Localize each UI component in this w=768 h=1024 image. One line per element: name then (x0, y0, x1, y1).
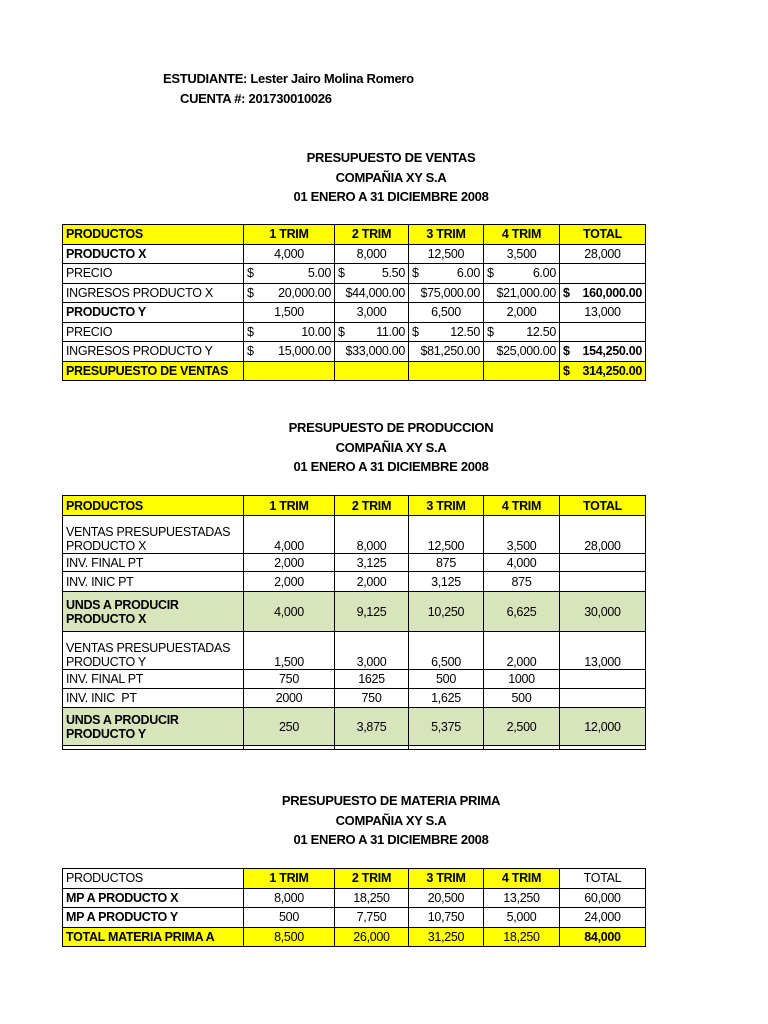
row-label: UNDS A PRODUCIR PRODUCTO X (63, 592, 244, 632)
sales-total-row (63, 361, 646, 381)
col-1-trim: 1 TRIM (244, 225, 335, 245)
col-2-trim: 2 TRIM (335, 496, 409, 516)
currency-symbol: $ (247, 285, 254, 300)
row-label: UNDS A PRODUCIR PRODUCTO Y (63, 708, 244, 746)
cell: $75,000.00 (409, 283, 484, 303)
cell: 4,000 (484, 554, 560, 572)
currency-symbol: $ (487, 266, 494, 281)
col-2-trim: 2 TRIM (335, 869, 409, 889)
row-label: VENTAS PRESUPUESTADAS PRODUCTO X (63, 516, 244, 554)
cell-value: 154,250.00 (582, 344, 642, 359)
currency-symbol: $ (563, 363, 570, 378)
cell: 2,000 (335, 572, 409, 592)
col-1-trim: 1 TRIM (244, 496, 335, 516)
spacer-cell (484, 746, 560, 750)
account-value: 201730010026 (248, 91, 332, 106)
row-label: INV. INIC PT (63, 572, 244, 592)
cell: 18,250 (484, 927, 560, 947)
cell: 7,750 (335, 908, 409, 928)
currency-symbol: $ (247, 266, 254, 281)
cell-total: 13,000 (560, 632, 646, 670)
materials-header-row (63, 869, 646, 889)
cell-value: 10.00 (301, 324, 331, 339)
sales-table (62, 224, 646, 381)
table-row (63, 342, 646, 362)
production-header-row (63, 496, 646, 516)
currency-symbol: $ (487, 324, 494, 339)
cell: 26,000 (335, 927, 409, 947)
cell: 4,000 (244, 244, 335, 264)
row-label: INGRESOS PRODUCTO Y (63, 342, 244, 362)
cell: 3,500 (484, 516, 560, 554)
cell: $25,000.00 (484, 342, 560, 362)
col-total: TOTAL (560, 225, 646, 245)
col-total: TOTAL (560, 869, 646, 889)
table-row (63, 908, 646, 928)
currency-symbol: $ (247, 344, 254, 359)
table-row (63, 322, 646, 342)
table-row (63, 888, 646, 908)
cell (335, 322, 409, 342)
cell: 3,125 (335, 554, 409, 572)
materials-period: 01 ENERO A 31 DICIEMBRE 2008 (293, 832, 489, 847)
row-label: INGRESOS PRODUCTO X (63, 283, 244, 303)
cell-total: 30,000 (560, 592, 646, 632)
cell: 6,500 (409, 632, 484, 670)
cell-value: 160,000.00 (582, 285, 642, 300)
materials-title: PRESUPUESTO DE MATERIA PRIMA (281, 793, 501, 808)
col-4-trim: 4 TRIM (484, 869, 560, 889)
cell-total: 84,000 (560, 927, 646, 947)
cell-value: 11.00 (376, 324, 405, 339)
cell: 6,500 (409, 303, 484, 323)
cell: 8,000 (244, 888, 335, 908)
cell: 4,000 (244, 592, 335, 632)
currency-symbol: $ (563, 344, 570, 359)
cell-value: 6.00 (456, 266, 480, 281)
currency-symbol: $ (412, 324, 419, 339)
total-label: PRESUPUESTO DE VENTAS (63, 361, 244, 381)
cell-value: 5.00 (307, 266, 331, 281)
student-name: Lester Jairo Molina Romero (250, 71, 414, 86)
cell (244, 361, 335, 381)
cell (409, 361, 484, 381)
cell: 2,500 (484, 708, 560, 746)
table-row (63, 264, 646, 284)
cell (484, 361, 560, 381)
cell-value: 314,250.00 (582, 363, 642, 378)
cell: 8,000 (335, 244, 409, 264)
cell: 3,125 (409, 572, 484, 592)
cell (244, 322, 335, 342)
cell: 20,500 (409, 888, 484, 908)
table-row (63, 632, 646, 670)
cell-value: 15,000.00 (278, 344, 331, 359)
cell: 2,000 (484, 303, 560, 323)
cell: $81,250.00 (409, 342, 484, 362)
sales-title: PRESUPUESTO DE VENTAS (306, 150, 476, 165)
cell-total (560, 322, 646, 342)
production-table (62, 495, 646, 750)
currency-symbol: $ (338, 324, 345, 339)
cell: 31,250 (409, 927, 484, 947)
cell-total: 60,000 (560, 888, 646, 908)
cell (335, 264, 409, 284)
table-row (63, 244, 646, 264)
cell-total: 12,000 (560, 708, 646, 746)
col-3-trim: 3 TRIM (409, 869, 484, 889)
cell: 9,125 (335, 592, 409, 632)
student-label: ESTUDIANTE: (163, 71, 248, 86)
cell-total (560, 554, 646, 572)
table-row (63, 283, 646, 303)
materials-total-row (63, 927, 646, 947)
currency-symbol: $ (247, 324, 254, 339)
cell-total (560, 689, 646, 708)
col-2-trim: 2 TRIM (335, 225, 409, 245)
col-3-trim: 3 TRIM (409, 225, 484, 245)
table-row (63, 670, 646, 689)
cell-value: 12.50 (526, 324, 556, 339)
cell (335, 361, 409, 381)
cell: 750 (335, 689, 409, 708)
table-row (63, 572, 646, 592)
cell: 1,500 (244, 303, 335, 323)
total-label: TOTAL MATERIA PRIMA A (63, 927, 244, 947)
cell: 5,000 (484, 908, 560, 928)
production-company: COMPAÑIA XY S.A (335, 439, 447, 455)
cell-total (560, 264, 646, 284)
cell: 2000 (244, 689, 335, 708)
cell: 5,375 (409, 708, 484, 746)
cell: 1000 (484, 670, 560, 689)
cell (484, 264, 560, 284)
currency-symbol: $ (563, 285, 570, 300)
cell (409, 264, 484, 284)
cell: 2,000 (244, 554, 335, 572)
cell: 12,500 (409, 516, 484, 554)
spacer-cell (409, 746, 484, 750)
cell (484, 322, 560, 342)
student-line (163, 71, 414, 86)
col-4-trim: 4 TRIM (484, 496, 560, 516)
account-label: CUENTA #: (180, 91, 246, 106)
cell-value: 6.00 (532, 266, 556, 281)
cell (244, 283, 335, 303)
table-row (63, 592, 646, 632)
currency-symbol: $ (338, 266, 345, 281)
cell: 500 (409, 670, 484, 689)
table-row (63, 516, 646, 554)
spacer-cell (335, 746, 409, 750)
cell-total: 28,000 (560, 516, 646, 554)
cell: 500 (244, 908, 335, 928)
cell: 1,500 (244, 632, 335, 670)
cell: 750 (244, 670, 335, 689)
cell: 10,250 (409, 592, 484, 632)
col-productos: PRODUCTOS (63, 496, 244, 516)
cell: $21,000.00 (484, 283, 560, 303)
row-label: PRODUCTO Y (63, 303, 244, 323)
cell: 6,625 (484, 592, 560, 632)
cell: 3,000 (335, 632, 409, 670)
cell-total (560, 572, 646, 592)
cell (244, 342, 335, 362)
cell-total: 28,000 (560, 244, 646, 264)
row-label: PRODUCTO X (63, 244, 244, 264)
cell-value: 12.50 (450, 324, 480, 339)
row-label: PRECIO (63, 264, 244, 284)
cell-total: 24,000 (560, 908, 646, 928)
cell: 8,000 (335, 516, 409, 554)
cell (244, 264, 335, 284)
cell: 3,500 (484, 244, 560, 264)
cell: 875 (409, 554, 484, 572)
currency-symbol: $ (412, 266, 419, 281)
cell: 3,000 (335, 303, 409, 323)
cell-total (560, 342, 646, 362)
cell: 3,875 (335, 708, 409, 746)
cell-total: 13,000 (560, 303, 646, 323)
cell: 875 (484, 572, 560, 592)
cell: 12,500 (409, 244, 484, 264)
cell: $44,000.00 (335, 283, 409, 303)
cell: 8,500 (244, 927, 335, 947)
cell: 250 (244, 708, 335, 746)
cell (409, 322, 484, 342)
materials-company: COMPAÑIA XY S.A (335, 812, 447, 828)
cell-value: 20,000.00 (278, 285, 331, 300)
sales-title-block (0, 148, 768, 207)
sales-period: 01 ENERO A 31 DICIEMBRE 2008 (293, 189, 489, 204)
cell: 2,000 (244, 572, 335, 592)
table-row (63, 303, 646, 323)
production-title: PRESUPUESTO DE PRODUCCION (288, 420, 494, 435)
spacer-cell (560, 746, 646, 750)
col-1-trim: 1 TRIM (244, 869, 335, 889)
materials-title-block (0, 791, 768, 850)
cell: 4,000 (244, 516, 335, 554)
cell-total (560, 283, 646, 303)
col-3-trim: 3 TRIM (409, 496, 484, 516)
col-productos: PRODUCTOS (63, 225, 244, 245)
spacer-cell (63, 746, 244, 750)
production-title-block (0, 418, 768, 477)
cell-total (560, 670, 646, 689)
cell-total (560, 361, 646, 381)
row-label: INV. FINAL PT (63, 554, 244, 572)
cell: 1625 (335, 670, 409, 689)
row-label: MP A PRODUCTO X (63, 888, 244, 908)
cell: 2,000 (484, 632, 560, 670)
cell-value: 5.50 (381, 266, 405, 281)
cell: 10,750 (409, 908, 484, 928)
table-row (63, 708, 646, 746)
cell: $33,000.00 (335, 342, 409, 362)
sales-company: COMPAÑIA XY S.A (335, 169, 447, 185)
row-label: INV. FINAL PT (63, 670, 244, 689)
production-period: 01 ENERO A 31 DICIEMBRE 2008 (293, 459, 489, 474)
col-4-trim: 4 TRIM (484, 225, 560, 245)
materials-table (62, 868, 646, 947)
table-row (63, 689, 646, 708)
row-label: VENTAS PRESUPUESTADAS PRODUCTO Y (63, 632, 244, 670)
row-label: PRECIO (63, 322, 244, 342)
table-spacer-row (63, 746, 646, 750)
row-label: MP A PRODUCTO Y (63, 908, 244, 928)
row-label: INV. INIC PT (63, 689, 244, 708)
account-line (180, 91, 332, 106)
cell: 13,250 (484, 888, 560, 908)
col-productos: PRODUCTOS (63, 869, 244, 889)
cell: 500 (484, 689, 560, 708)
col-total: TOTAL (560, 496, 646, 516)
spacer-cell (244, 746, 335, 750)
cell: 18,250 (335, 888, 409, 908)
sales-header-row (63, 225, 646, 245)
cell: 1,625 (409, 689, 484, 708)
table-row (63, 554, 646, 572)
